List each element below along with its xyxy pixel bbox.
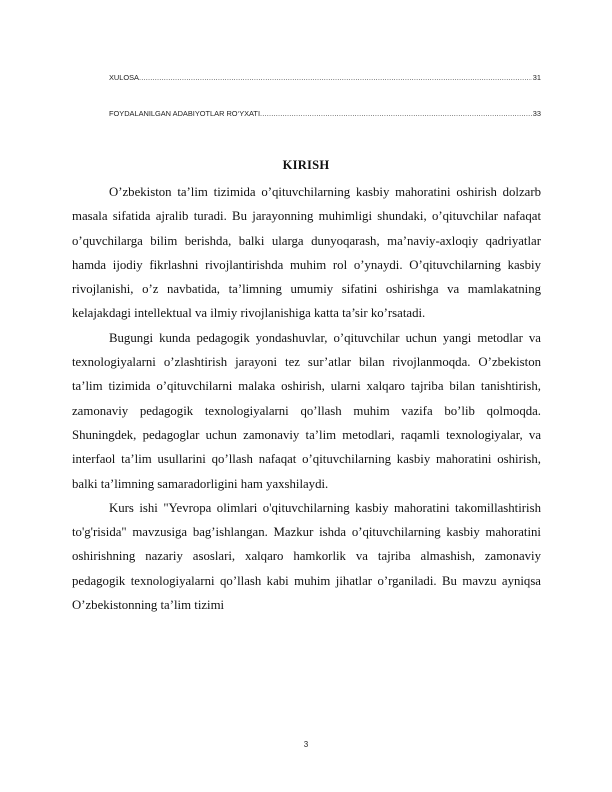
paragraph: Bugungi kunda pedagogik yondashuvlar, o’qituvchilar uchun yangi metodlar va texnologiyalarni o’zlashtirish jarayoni tez sur’atlar bilan rivojlanmoqda. O’zbekiston ta’lim tizimida o’qituvchilarni malaka oshirish, ularni xalqaro tajriba bilan tanishtirish, zamonaviy pedagogik texnologiyalarni qo’llash muhim vazifa bo’lib qolmoqda. Shuningdek, pedagoglar uchun zamonaviy ta’lim metodlari, raqamli texnologiyalar, va interfaol ta’lim usullarini qo’llash nafaqat o’qituvchilarning kasbiy mahoratini oshirish, balki ta’limning samaradorligini ham yaxshilaydi. (72, 330, 541, 491)
toc-leader-dots (139, 73, 532, 82)
toc-entry-title: FOYDALANILGAN ADABIYOTLAR RO‘YXATI (109, 109, 260, 118)
toc-leader-dots (260, 109, 532, 118)
toc-entry-adabiyotlar[interactable] (109, 109, 541, 118)
paragraph: Kurs ishi "Yevropa olimlari o'qituvchilarning kasbiy mahoratini takomillashtirish to'g'risida" mavzusiga bag’ishlangan. Mazkur ishda o’qituvchilarning kasbiy mahoratini oshirishning nazariy asoslari, xalqaro hamkorlik va tajriba almashish, zamonaviy pedagogik texnologiyalarni qo’llash kabi muhim jihatlar o’rganiladi. Bu mavzu ayniqsa O’zbekistonning ta’lim tizimi (72, 500, 541, 613)
paragraph: O’zbekiston ta’lim tizimida o’qituvchilarning kasbiy mahoratini oshirish dolzarb masala sifatida ajralib turadi. Bu jarayonning muhimligi shundaki, o’qituvchilar nafaqat o’quvchilarga bilim berishda, balki ularga dunyoqarash, ma’naviy-axloqiy qadriyatlar hamda ijodiy fikrlashni rivojlantirishda muhim rol o’ynaydi. O’qituvchilarning kasbiy rivojlanishi, o’z navbatida, ta’limning umumiy sifatini oshirishga va mamlakatning kelajakdagi intellektual va ilmiy rivojlanishiga katta ta’sir ko’rsatadi. (72, 185, 541, 321)
page-number: 3 (303, 740, 309, 749)
toc-entry-page: 33 (532, 109, 541, 118)
toc-entry-xulosa[interactable] (109, 73, 541, 82)
toc-entry-title: XULOSA (109, 73, 139, 82)
toc-entry-page: 31 (532, 73, 541, 82)
body-text (72, 180, 541, 617)
section-heading: KIRISH (282, 158, 330, 172)
